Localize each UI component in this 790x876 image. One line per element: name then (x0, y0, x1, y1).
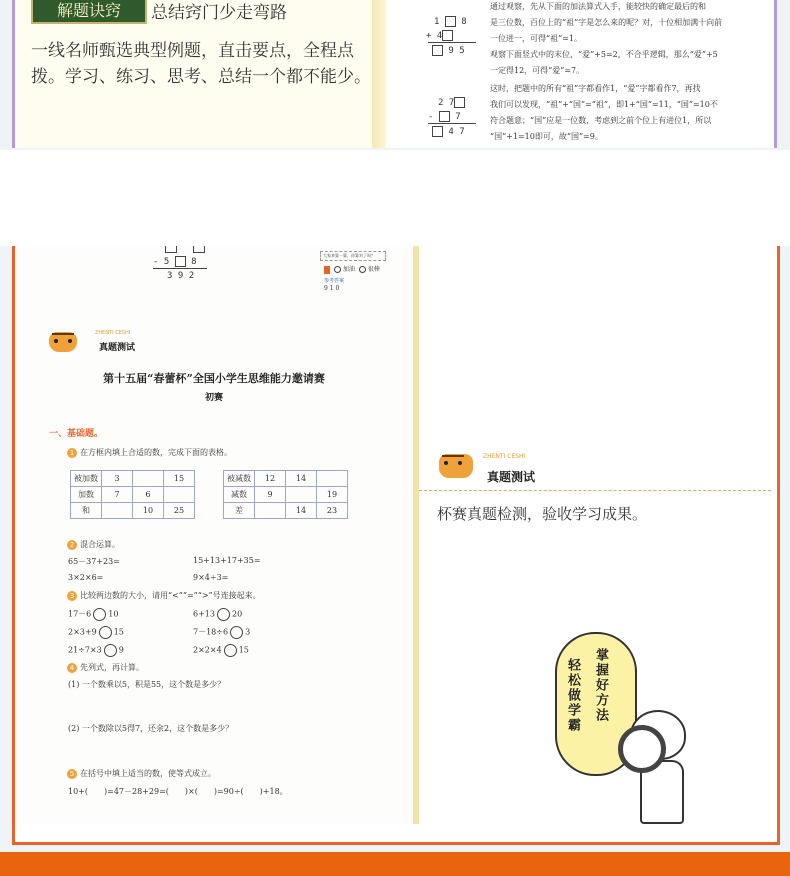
part-label: 一、基础题。 (49, 429, 104, 439)
bubble-text: 掌握好方法 (593, 648, 608, 723)
table-cell: 15 (164, 471, 195, 487)
digit: 9 (448, 46, 454, 56)
compare-left: 6+13 (193, 609, 215, 619)
tiger-icon (49, 332, 77, 352)
compare-item (68, 626, 124, 639)
table-cell[interactable] (102, 503, 133, 519)
section-title: 真题测试 (99, 343, 136, 353)
compare-right: 3 (245, 627, 251, 637)
page-edge (372, 0, 386, 148)
table-cell: 19 (317, 487, 348, 503)
compare-item (193, 608, 242, 621)
table-cell: 7 (102, 487, 133, 503)
blank-box (445, 16, 456, 27)
question-number: 5 (67, 769, 77, 779)
blank-box (442, 30, 453, 41)
table-cell: 加数 (71, 487, 102, 503)
table-cell: 和 (71, 503, 102, 519)
tips-badge: 解题诀窍 (31, 0, 147, 24)
question-number: 3 (67, 591, 77, 601)
question-5 (67, 768, 216, 779)
table-row (71, 487, 195, 503)
tips-subtitle: 总结窍门少走弯路 (151, 3, 287, 23)
answer-value: 9 1 0 (324, 285, 340, 292)
question-number: 4 (67, 663, 77, 673)
subtraction-table (223, 470, 348, 519)
digit: 2 (438, 98, 444, 108)
compare-circle[interactable] (104, 644, 117, 657)
calc-item: 65－37+23= (68, 557, 120, 566)
blank-box (432, 45, 443, 56)
question-text: 先列式，再计算。 (80, 663, 144, 672)
compare-circle[interactable] (230, 626, 243, 639)
tips-description: 一线名师甄选典型例题，直击要点，全程点拨。学习、练习、思考、总结一个都不能少。 (31, 41, 371, 87)
compare-circle[interactable] (99, 626, 112, 639)
blank-box (454, 97, 465, 108)
digit: 7 (459, 127, 465, 137)
sum-line (428, 42, 476, 43)
table-cell: 25 (164, 503, 195, 519)
magnifier-icon (618, 725, 666, 773)
compare-item (193, 644, 249, 657)
digit: 9 (177, 271, 184, 281)
table-cell: 12 (255, 471, 286, 487)
bubble-text: 轻松做学霸 (565, 658, 580, 733)
section-divider (419, 490, 771, 491)
question-3 (67, 590, 261, 601)
difference-line (153, 268, 207, 269)
table-cell: 23 (317, 503, 348, 519)
table-cell[interactable] (255, 503, 286, 519)
calc-item: 15+13+17+35= (193, 556, 261, 565)
calc-item: 9×4÷3= (193, 573, 229, 582)
question-number: 2 (67, 540, 77, 550)
page-gap (0, 150, 790, 246)
digit: 4 (448, 127, 454, 137)
digit: 7 (455, 112, 461, 122)
table-row (71, 471, 195, 487)
option-label: 加油 (342, 266, 355, 273)
table-cell[interactable] (317, 471, 348, 487)
compare-right: 15 (238, 645, 249, 655)
table-cell: 14 (286, 503, 317, 519)
compare-right: 9 (118, 645, 124, 655)
option-circle[interactable] (359, 266, 366, 273)
digit: 7 (448, 98, 455, 108)
table-cell: 被加数 (71, 471, 102, 487)
digit: 5 (459, 46, 465, 56)
table-cell: 3 (102, 471, 133, 487)
minus-sign: - (428, 112, 434, 122)
compare-item (68, 608, 118, 621)
digit: 8 (461, 17, 467, 27)
table-row (224, 487, 348, 503)
table-cell: 10 (133, 503, 164, 519)
blank-box (175, 256, 186, 267)
compare-left: 2×3+9 (68, 627, 97, 637)
blank-box (165, 246, 177, 253)
table-row (224, 471, 348, 487)
marker-icon (324, 266, 330, 274)
table-cell: 被减数 (224, 471, 255, 487)
section-description: 杯赛真题检测，验收学习成果。 (437, 505, 648, 523)
digit: 1 (434, 17, 440, 27)
question-text: 在括号中填上适当的数，使等式成立。 (80, 769, 216, 778)
self-check-options (324, 264, 380, 274)
option-circle[interactable] (334, 266, 341, 273)
digit: 3 (167, 271, 173, 281)
compare-right: 10 (108, 609, 119, 619)
compare-item (68, 644, 124, 657)
table-cell: 减数 (224, 487, 255, 503)
table-cell: 差 (224, 503, 255, 519)
table-row (224, 503, 348, 519)
explanation-line: “国”+1=10即可，故“国”=9。 (490, 132, 603, 141)
tiger-icon (439, 454, 473, 478)
addition-table (70, 470, 195, 519)
compare-right: 20 (231, 609, 243, 619)
contest-title: 第十五届“春蕾杯”全国小学生思维能力邀请赛 (103, 372, 325, 385)
question-4 (67, 662, 144, 673)
explanation-line: 是三位数，百位上的“祖”字是怎么来的呢？对，十位相加满十向前 (490, 18, 723, 27)
round-label: 初赛 (204, 393, 223, 403)
explanation-line: 一位进一，可得“祖”=1。 (490, 34, 582, 43)
digit: 2 (188, 271, 195, 281)
question-text: 比较两边数的大小，请用“<”“=”“>”号连接起来。 (80, 591, 261, 600)
question-1 (67, 447, 232, 458)
blank-box (432, 126, 443, 137)
section-brand: ZHENTI CESHI (95, 330, 131, 336)
compare-left: 17－6 (68, 609, 92, 619)
compare-circle[interactable] (224, 644, 237, 657)
table-cell[interactable] (164, 487, 195, 503)
left-page (15, 246, 419, 824)
difference-line (428, 123, 476, 124)
explanation-line: 通过观察，先从下面的加法算式入手，能较快的确定最后的和 (490, 2, 706, 11)
table-cell[interactable] (286, 487, 317, 503)
compare-circle[interactable] (217, 608, 230, 621)
blank-box (439, 111, 450, 122)
self-check-title: 大家来算一算，你算对了吗？ (323, 253, 375, 258)
explanation-line: 我们可以发现，“祖”+“国”=“祖”，即1+“国”=11，“国”=10不 (490, 100, 718, 109)
table-cell: 6 (133, 487, 164, 503)
digit: 8 (191, 257, 197, 267)
table-row (71, 503, 195, 519)
self-check-box (320, 251, 386, 261)
digit: 5 (163, 257, 170, 267)
question-number: 1 (67, 448, 77, 458)
section-brand: ZHENTI CESHI (483, 453, 526, 460)
bottom-bar (0, 852, 790, 876)
digit: 4 (436, 31, 443, 41)
explanation-line: 这时，把题中的所有“祖”字都看作1，“爱”字都看作7，再找 (490, 84, 701, 93)
word-problem: (2) 一个数除以5得7，还余2，这个数是多少？ (68, 724, 234, 733)
top-left-page (12, 0, 387, 148)
explanation-line: 符合题意；“国”应是一位数，考虑到之前个位上有进位1，所以 (490, 116, 712, 125)
table-cell[interactable] (133, 471, 164, 487)
word-problem: (1) 一个数乘以5，积是55，这个数是多少？ (68, 680, 226, 689)
compare-circle[interactable] (93, 608, 106, 621)
option-label: 很棒 (367, 266, 380, 273)
section-title: 真题测试 (487, 470, 536, 484)
compare-left: 2×2×4 (193, 645, 222, 655)
compare-left: 21÷7×3 (68, 645, 102, 655)
compare-right: 15 (113, 627, 124, 637)
blank-box (193, 246, 205, 253)
question-text: 在方框内填上合适的数，完成下面的表格。 (80, 448, 232, 457)
table-cell: 14 (286, 471, 317, 487)
answer-label: 参考答案 (324, 278, 345, 284)
question-text: 混合运算。 (80, 540, 120, 549)
question-2 (67, 539, 120, 550)
explanation-line: 观察下面竖式中的末位，“爱”+5=2，不合乎逻辑，那么“爱”+5 (490, 50, 718, 59)
minus-sign: - (153, 257, 159, 267)
calc-item: 3×2×6= (68, 573, 104, 582)
fill-equation: 10+( )=47－28+29=( )×( )=90÷( )+18。 (68, 787, 288, 796)
compare-item (193, 626, 250, 639)
table-cell: 9 (255, 487, 286, 503)
explanation-line: 一定得12，可得“爱”=7。 (490, 66, 585, 75)
top-right-page (386, 0, 777, 148)
plus-sign: + (426, 31, 432, 41)
compare-left: 7－18÷6 (193, 627, 229, 637)
